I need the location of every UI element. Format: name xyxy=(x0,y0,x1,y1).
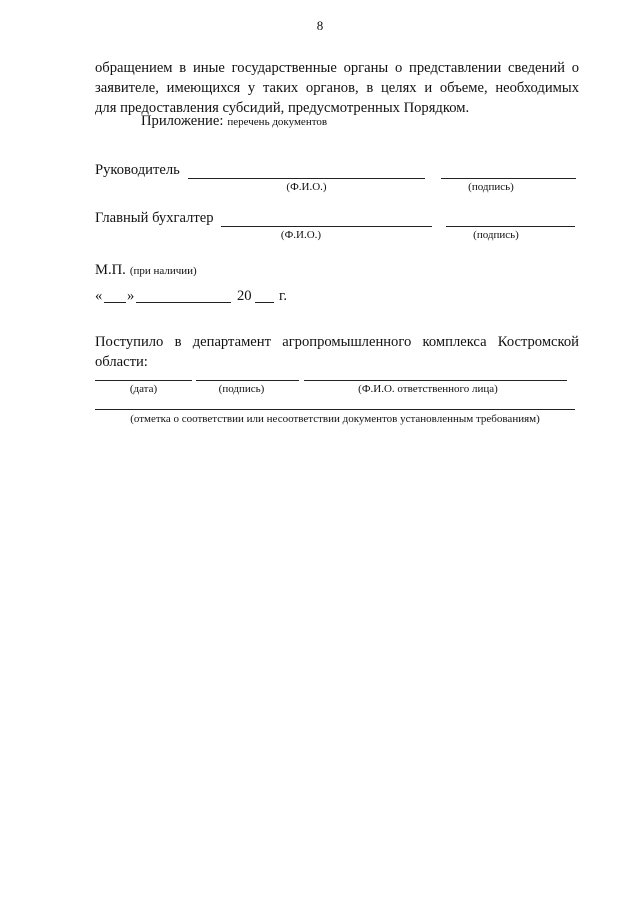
received-date-line[interactable] xyxy=(95,380,192,381)
received-name-caption: (Ф.И.О. ответственного лица) xyxy=(358,383,498,395)
page-number: 8 xyxy=(316,18,324,33)
accountant-label: Главный бухгалтер xyxy=(95,210,214,226)
received-sign-caption: (подпись) xyxy=(218,383,265,395)
accountant-name-line[interactable] xyxy=(221,226,432,227)
received-name-line[interactable] xyxy=(304,380,567,381)
accountant-sign-caption: (подпись) xyxy=(473,229,519,241)
stamp-row xyxy=(95,261,197,279)
date-year-prefix: 20 xyxy=(237,288,252,304)
paragraph-line-2: заявителе, имеющихся у таких органов, в целях и объеме, необходимых xyxy=(95,80,579,96)
date-day-line[interactable] xyxy=(104,302,126,303)
head-label: Руководитель xyxy=(95,162,180,178)
accountant-sign-line[interactable] xyxy=(446,226,575,227)
head-name-caption: (Ф.И.О.) xyxy=(286,181,327,193)
date-year-line[interactable] xyxy=(255,302,274,303)
accountant-name-caption: (Ф.И.О.) xyxy=(280,229,322,241)
paragraph-line-1: обращением в иные государственные органы о представлении сведений о xyxy=(95,60,579,76)
received-line-2: области: xyxy=(95,354,148,370)
date-close-quote: » xyxy=(127,288,135,304)
compliance-mark-caption: (отметка о соответствии или несоответствии документов установленным требованиям) xyxy=(130,413,540,425)
attachment-value: перечень документов xyxy=(227,116,328,128)
stamp-note: (при наличии) xyxy=(129,265,197,277)
stamp-label: М.П. xyxy=(95,262,126,278)
received-text xyxy=(95,332,579,372)
received-sign-line[interactable] xyxy=(196,380,299,381)
paragraph-line-3: для предоставления субсидий, предусмотренных Порядком. xyxy=(95,100,470,116)
date-year-suffix: г. xyxy=(279,288,287,304)
compliance-mark-line[interactable] xyxy=(95,409,575,410)
paragraph-text xyxy=(95,58,579,118)
received-line-1: Поступило в департамент агропромышленного комплекса Костромской xyxy=(95,334,579,350)
attachment-label: Приложение: xyxy=(141,113,224,129)
received-date-caption: (дата) xyxy=(129,383,158,395)
date-month-line[interactable] xyxy=(136,302,231,303)
head-sign-caption: (подпись) xyxy=(468,181,514,193)
head-name-line[interactable] xyxy=(188,178,425,179)
attachment-row xyxy=(141,112,327,130)
head-sign-line[interactable] xyxy=(441,178,576,179)
date-open-quote: « xyxy=(95,288,103,304)
